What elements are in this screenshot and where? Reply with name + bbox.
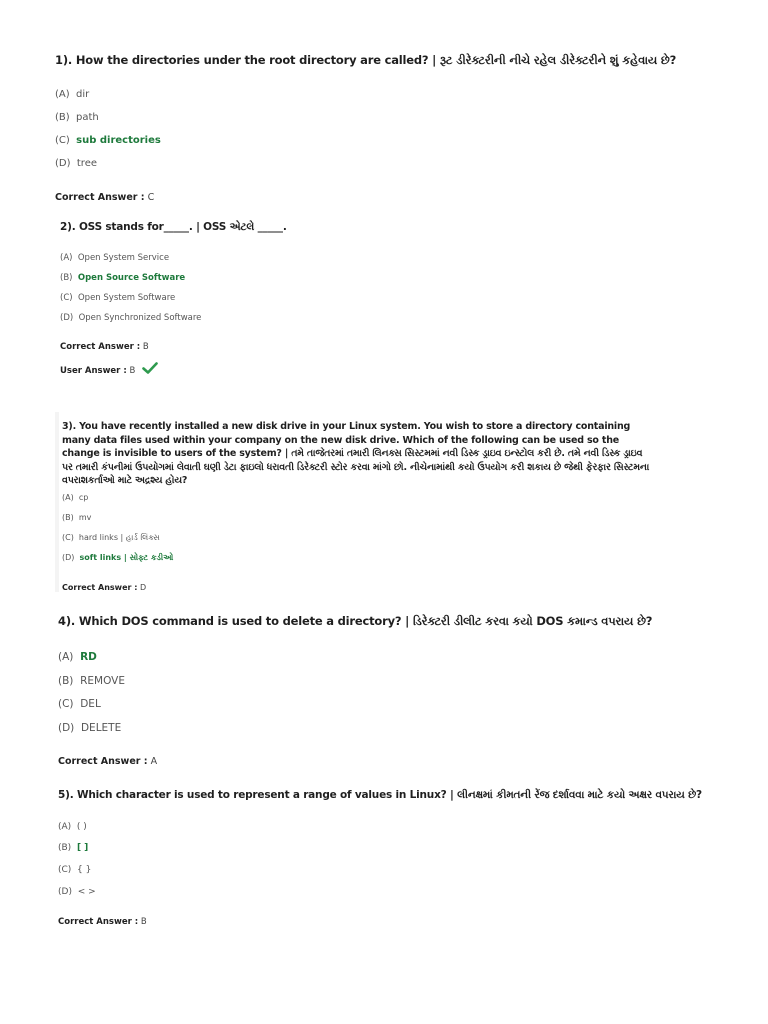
question-2-option-d[interactable]: (D) Open Synchronized Software xyxy=(60,313,202,323)
question-2-number: 2 xyxy=(60,221,68,233)
question-4-option-a[interactable]: (A) RD xyxy=(58,651,97,663)
question-4-number: 4 xyxy=(58,614,66,628)
question-2-user-answer: User Answer : B xyxy=(60,362,158,376)
question-4-text: 4). Which DOS command is used to delete a directory? | ડિરેક્ટરી ડીલીટ કરવા કયો DOS કમાન્ડ વપરાય છે? xyxy=(58,614,653,628)
check-icon xyxy=(142,362,158,374)
question-5-option-d[interactable]: (D) < > xyxy=(58,887,96,897)
question-5-number: 5 xyxy=(58,789,66,801)
question-2-option-b[interactable]: (B) Open Source Software xyxy=(60,273,186,283)
question-5-option-c[interactable]: (C) { } xyxy=(58,865,92,875)
question-4-option-c[interactable]: (C) DEL xyxy=(58,698,101,710)
question-4-option-d[interactable]: (D) DELETE xyxy=(58,722,122,734)
question-3-background xyxy=(55,412,59,592)
question-3-correct-answer: Correct Answer : D xyxy=(62,583,147,592)
question-1-text: 1). How the directories under the root directory are called? | રૂટ ડીરેક્ટરીની નીચે રહેલ ડીરેક્ટરીને શું કહેવાય છે? xyxy=(55,53,677,67)
question-1-option-b[interactable]: (B) path xyxy=(55,112,99,123)
question-4-correct-answer: Correct Answer : A xyxy=(58,756,158,767)
question-1-option-c[interactable]: (C) sub directories xyxy=(55,135,161,146)
question-5-correct-answer: Correct Answer : B xyxy=(58,917,147,927)
question-5-option-a[interactable]: (A) ( ) xyxy=(58,822,87,832)
question-5-text: 5). Which character is used to represent a range of values in Linux? | લીનક્ષમાં કીમતની રેંજ દર્શાવવા માટે કયો અક્ષર વપરાય છે? xyxy=(58,789,702,801)
question-3-option-b[interactable]: (B) mv xyxy=(62,513,92,522)
question-3-number: 3 xyxy=(62,421,69,432)
question-4-option-b[interactable]: (B) REMOVE xyxy=(58,675,125,687)
question-3-option-a[interactable]: (A) cp xyxy=(62,493,89,502)
question-2-option-c[interactable]: (C) Open System Software xyxy=(60,293,176,303)
question-3-option-c[interactable]: (C) hard links | હાર્ડ લિંક્સ xyxy=(62,533,160,542)
question-5-option-b[interactable]: (B) [ ] xyxy=(58,843,89,853)
question-2-text: 2). OSS stands for_____. | OSS એટલે _____. xyxy=(60,221,287,233)
question-1-option-a[interactable]: (A) dir xyxy=(55,89,90,100)
question-3-option-d[interactable]: (D) soft links | સોફ્ટ કડીઓ xyxy=(62,553,174,562)
question-2-option-a[interactable]: (A) Open System Service xyxy=(60,253,170,263)
question-1-correct-answer: Correct Answer : C xyxy=(55,192,155,203)
question-1-option-d[interactable]: (D) tree xyxy=(55,158,97,169)
question-2-correct-answer: Correct Answer : B xyxy=(60,342,149,352)
question-3-text: 3). You have recently installed a new disk drive in your Linux system. You wish to store a directory containing many data files used within your company on the new disk drive. Which of the following can be used so the change is invisible to users of the system? | તમે તાજેતરમાં તમારી લિનક્સ સિસ્ટમમાં નવી ડિસ્ક ડ્રાઇવ ઇન્સ્ટોલ કરી છે. તમે નવી ડિસ્ક ડ્રાઇવ પર તમારી કંપનીમાં ઉપયોગમાં લેવાતી ઘણી ડેટા ફાઇલો ધરાવતી ડિરેક્ટરી સ્ટોર કરવા માંગો છો. નીચેનામાંથી કયો ઉપયોગ કરી શકાય છે જેથી ફેરફાર સિસ્ટમના વપરાશકર્તાઓ માટે અદ્રશ્ય હોય? xyxy=(62,421,650,486)
question-1-number: 1 xyxy=(55,53,63,67)
